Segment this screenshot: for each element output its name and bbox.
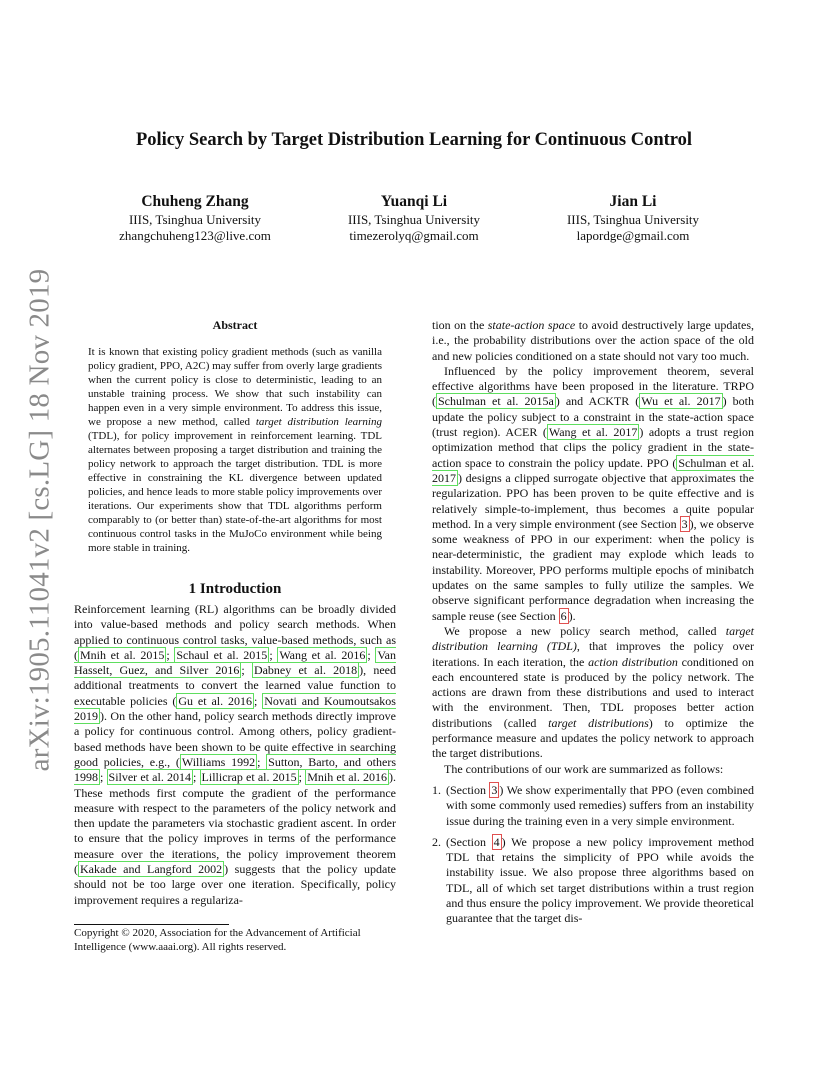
citation-link[interactable]: Novati and Koumoutsakos 2019 (74, 693, 396, 724)
section-heading: 1 Introduction (188, 581, 282, 597)
author-name: Yuanqi Li (380, 193, 448, 210)
section-ref-link[interactable]: 3 (681, 516, 688, 531)
author-email: lapordge@gmail.com (576, 227, 690, 243)
author-email: timezerolyq@gmail.com (349, 227, 479, 243)
copyright-notice: Copyright © 2020, Association for the Advancement of Artificial Intelligence (www.aaai.org). All rights reserved. (74, 927, 361, 953)
citation-link[interactable]: Wang et al. 2016 (279, 647, 366, 662)
citation-link[interactable]: Gu et al. 2016 (178, 693, 253, 708)
citation-link[interactable]: Schulman et al. 2017 (432, 455, 754, 485)
citation-link[interactable]: Mnih et al. 2015 (80, 647, 165, 662)
paragraph: We propose a new policy search method, called target distribution learning (TDL), that improves the policy over iterations. In each iteration, the action distribution conditioned on each encountered state is produced by the policy network. The actions are drawn from these distributions and used to interact with the environment. Then, TDL proposes better action distributions (called target distributions) to optimize the performance measure and updates the policy network to approach the target distributions. (432, 623, 754, 761)
citation-link[interactable]: Lillicrap et al. 2015 (201, 770, 297, 785)
author-name: Chuheng Zhang (141, 193, 249, 210)
citation-link[interactable]: Mnih et al. 2016 (307, 770, 388, 785)
citation-link[interactable]: Kakade and Langford 2002 (80, 862, 223, 877)
author-affiliation: IIIS, Tsinghua University (347, 212, 481, 227)
paper-title: Policy Search by Target Distribution Learning for Continuous Control (135, 130, 693, 150)
arxiv-stamp (20, 268, 60, 772)
list-item: 1. (Section 3 ) We show experimentally that PPO (even combined with some commonly used remedies) suffers from an instability issue during the training even in a very simple environment. (432, 782, 754, 828)
footnote-rule (74, 924, 229, 925)
abstract-text: It is known that existing policy gradient methods (such as vanilla policy gradient, PPO, A2C) may suffer from overly large gradients when the current policy is close to deterministic, leading to an unstable training process. We show that such instability can happen even in a very simple environment. To address this issue, we propose a new method, called target distribution learning (TDL), for policy improvement in reinforcement learning. TDL alternates between proposing a target distribution and training the policy network to approach the target distribution. TDL is more effective in constraining the KL divergence between updated policies, and hence leads to more stable policy improvements over iterations. Our experiments show that TDL algorithms perform comparably to (or better than) state-of-the-art algorithms for most continuous control tasks in the MuJoCo environment while being more stable in training. (88, 346, 382, 554)
citation-link[interactable]: Wang et al. 2017 (548, 425, 638, 440)
citation-link[interactable]: Wu et al. 2017 (641, 394, 721, 409)
contributions-list (432, 783, 754, 927)
paragraph: tion on the state-action space to avoid destructively large updates, i.e., the probability distributions over the action space of the old and new policies conditioned on a state should not vary too much. (432, 318, 754, 363)
citation-link[interactable]: Silver et al. 2014 (108, 770, 192, 785)
intro-paragraph: Reinforcement learning (RL) algorithms can be broadly divided into value-based methods and policy search methods. When applied to continuous control tasks, value-based methods, such as ( Mnih et al. 2015 ; Schaul et al. 2015 ; Wang et al. 2016 ; Van Hasselt, Guez, and Silver 2016 ; Dabney et al. 2018 ), need additional treatments to convert the learned value function to executable policies ( Gu et al. 2016 ; Novati and Koumoutsakos 2019 ). On the other hand, policy search methods directly improve a policy for continuous control. Among others, policy gradient-based methods have been shown to be quite effective in searching good policies, e.g., ( Williams 1992 ; Sutton, Barto, and others 1998 ; Silver et al. 2014 ; Lillicrap et al. 2015 ; Mnih et al. 2016 ). These methods first compute the gradient of the performance measure with respect to the parameters of the policy network and then update the parameters via stochastic gradient ascent. In order to ensure that the policy improves in terms of the performance measure over the iterations, the policy improvement theorem ( Kakade and Langford 2002 ) suggests that the policy update should not be too large over one iteration. Specifically, policy improvement requires a regulariza- (74, 602, 397, 907)
abstract-heading: Abstract (212, 318, 258, 332)
citation-link[interactable]: Williams 1992 (181, 754, 256, 769)
section-ref-link[interactable]: 3 (491, 782, 498, 797)
citation-link[interactable]: Dabney et al. 2018 (253, 663, 358, 678)
citation-link[interactable]: Schulman et al. 2015a (438, 394, 554, 409)
list-item: 2. (Section 4 ) We propose a new policy improvement method TDL that retains the simplicity of PPO while avoids the instability issue. We also propose three algorithms based on TDL, all of which set target distributions within a trust region and thus ensure the policy improvement. We provide theoretical guarantee that the target dis- (432, 834, 754, 926)
section-ref-link[interactable]: 6 (560, 608, 567, 623)
author-3 (513, 192, 753, 243)
author-name: Jian Li (609, 193, 657, 210)
paragraph: Influenced by the policy improvement theorem, several effective algorithms have been proposed in the literature. TRPO ( Schulman et al. 2015a ) and ACKTR ( Wu et al. 2017 ) both update the policy subject to a constraint in the state-action space (trust region). ACER ( Wang et al. 2017 ) adopts a trust region optimization method that clips the policy gradient in the state-action space to constrain the policy update. PPO ( Schulman et al. 2017 ) designs a clipped surrogate objective that approximates the regularization. PPO has been proven to be quite effective and is relatively simple-to-implement, thus becomes a quite popular method. In a very simple environment (see Section 3 ), we observe some weakness of PPO in our experiment: when the policy is near-deterministic, the gradient may explode which leads to instability. Moreover, PPO performs multiple epochs of minibatch updates on the same samples to fully utilize the samples. We observe significant performance degradation when increasing the sample reuse (see Section 6 ). (432, 363, 754, 623)
paragraph: The contributions of our work are summarized as follows: (444, 761, 724, 776)
citation-link[interactable]: Schaul et al. 2015 (176, 647, 268, 662)
section-ref-link[interactable]: 4 (493, 834, 500, 849)
arxiv-stamp-text: arXiv:1905.11041v2 [cs.LG] 18 Nov 2019 (23, 268, 56, 772)
author-email: zhangchuheng123@live.com (119, 227, 271, 243)
author-2 (294, 192, 534, 243)
citation-link[interactable]: Sutton, Barto, and others 1998 (74, 754, 396, 785)
right-column (432, 318, 754, 933)
author-affiliation: IIIS, Tsinghua University (128, 212, 262, 227)
citation-link[interactable]: Van Hasselt, Guez, and Silver 2016 (74, 647, 396, 678)
author-affiliation: IIIS, Tsinghua University (566, 212, 700, 227)
author-1 (75, 192, 315, 243)
